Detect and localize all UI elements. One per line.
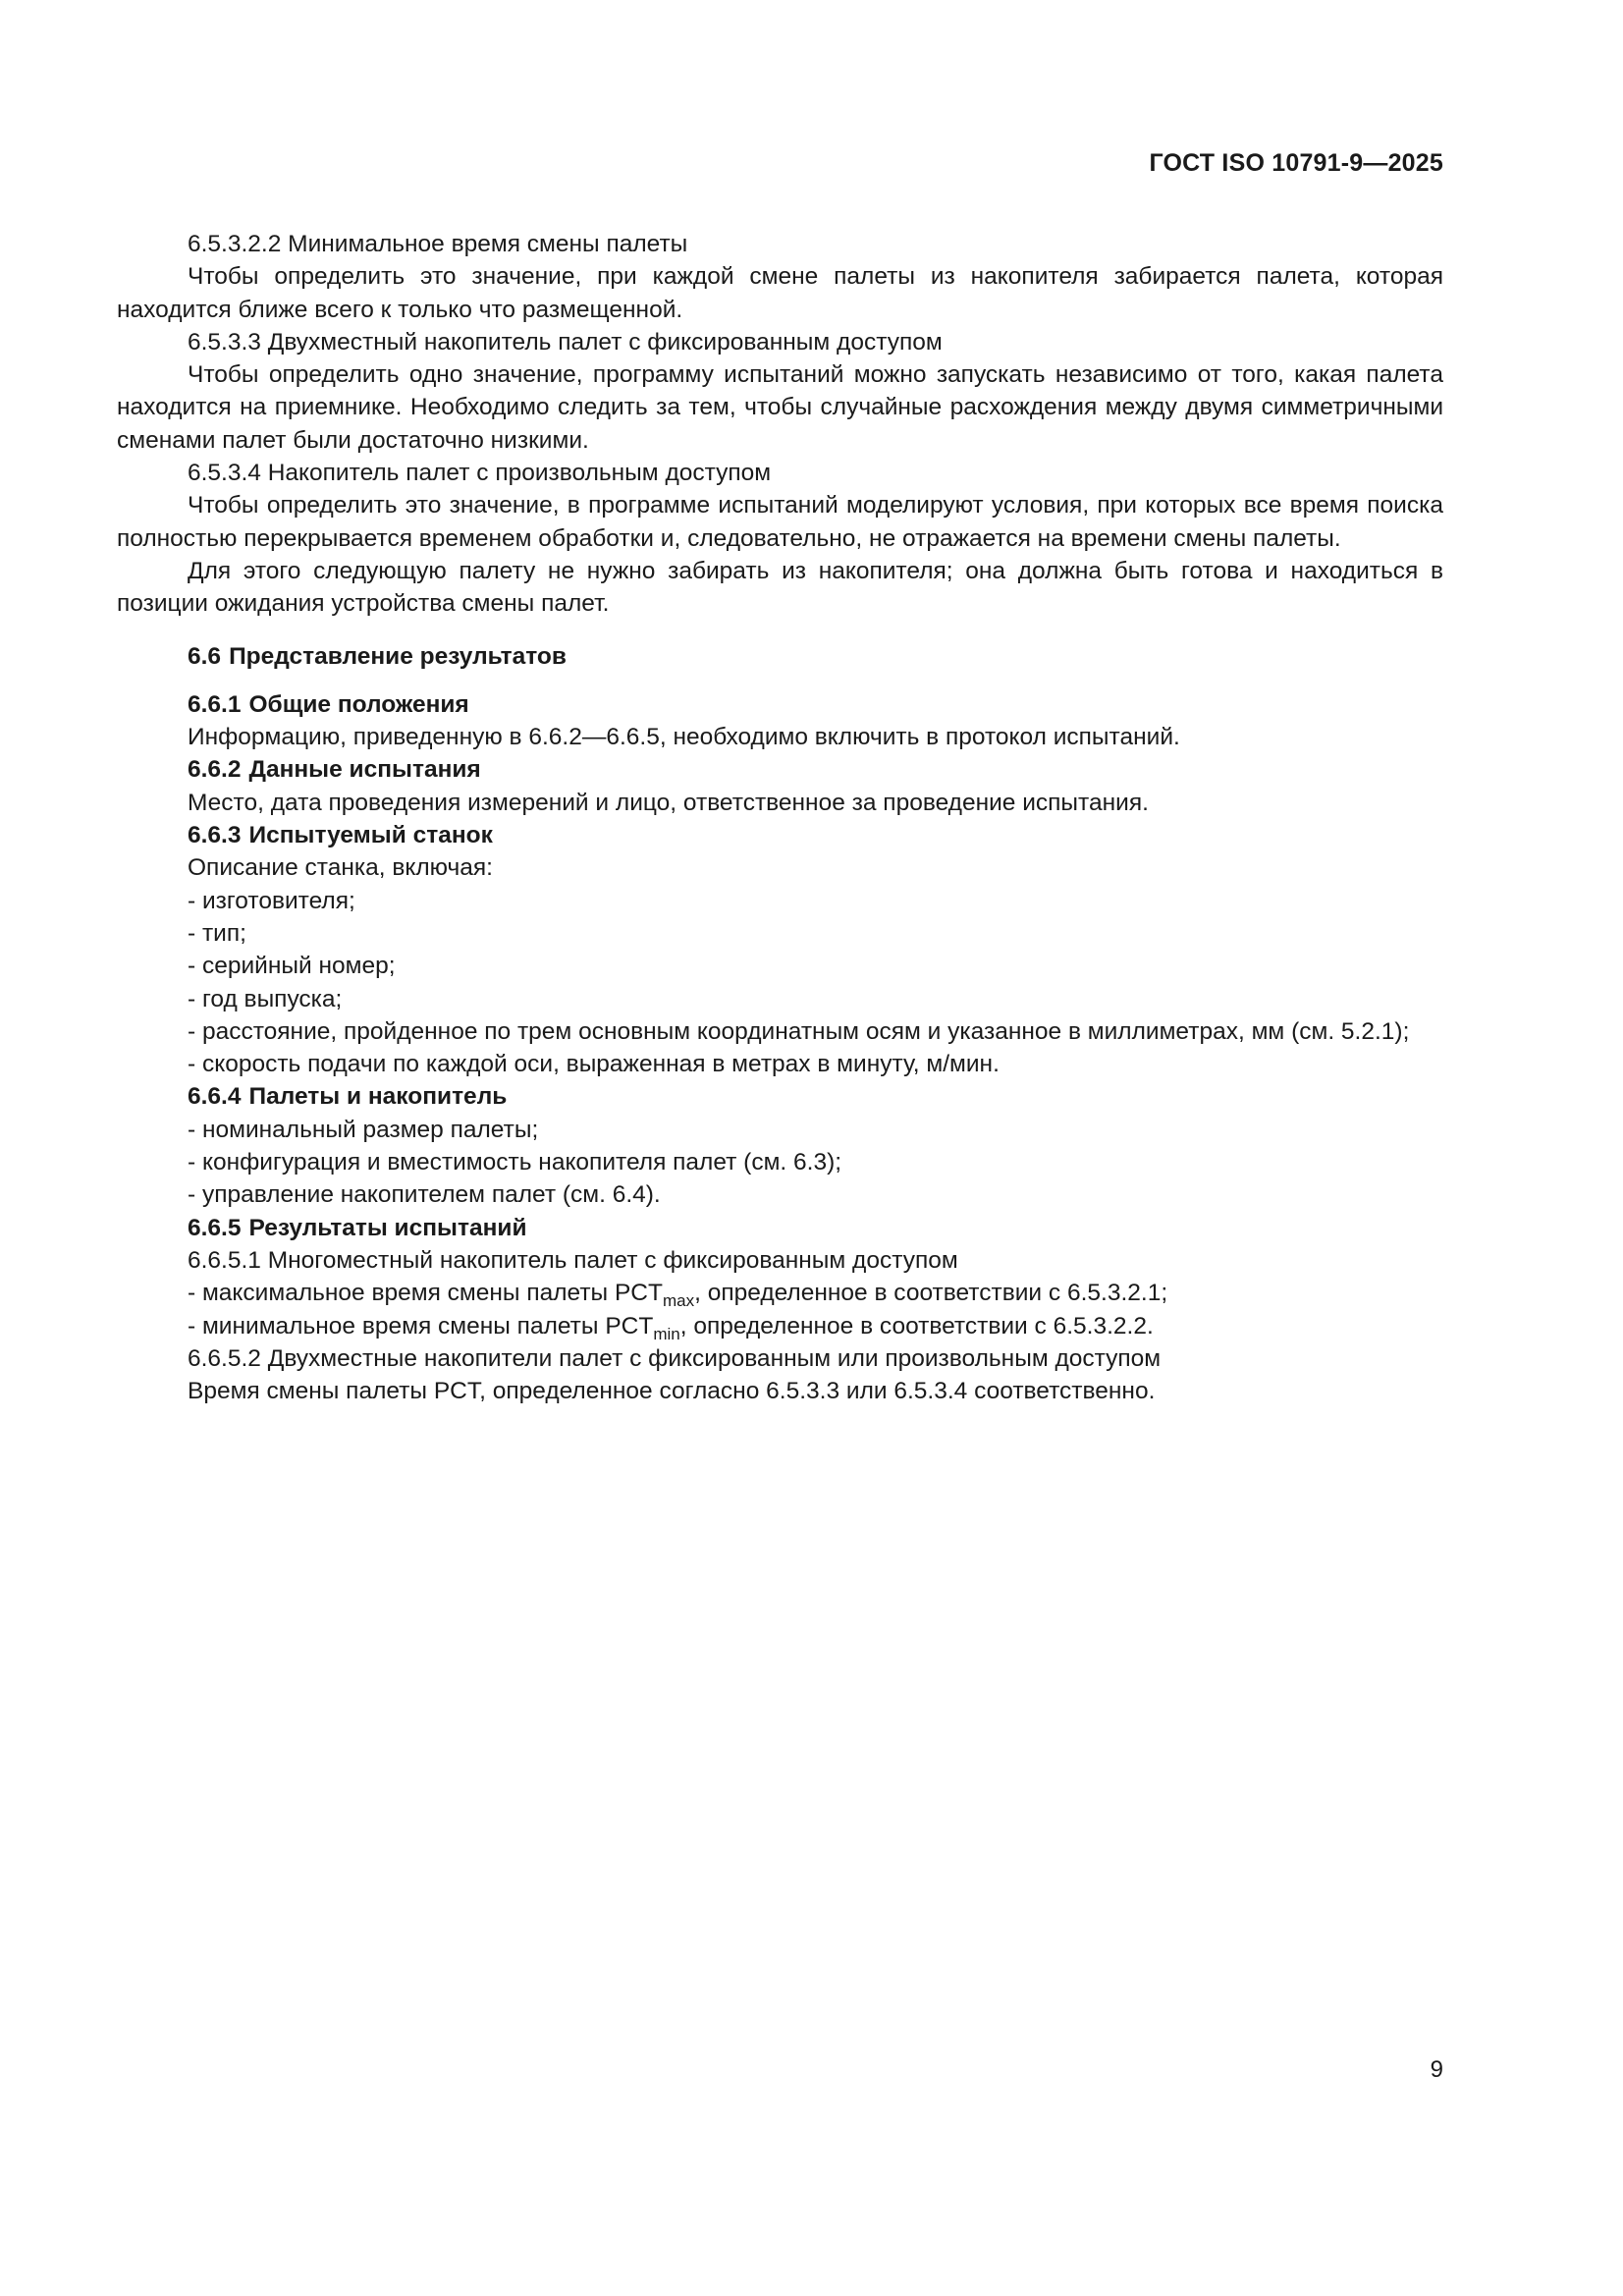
paragraph: Время смены палеты PCT, определенное согласно 6.5.3.3 или 6.5.3.4 соответственно. — [188, 1378, 1156, 1405]
list-item-text: - минимальное время смены палеты PCT — [188, 1312, 654, 1339]
subsection-heading-6-6-5-2: 6.6.5.2 Двухместные накопители палет с фиксированным или произвольным доступом — [188, 1344, 1162, 1372]
list-item: - год выпуска; — [188, 985, 343, 1012]
section-title: Общие положения — [248, 690, 469, 718]
section-title: Данные испытания — [248, 756, 481, 784]
list-item: - управление накопителем палет (см. 6.4). — [188, 1181, 661, 1209]
section-title: Испытуемый станок — [248, 822, 493, 849]
document-header: ГОСТ ISO 10791-9—2025 — [1149, 149, 1443, 177]
section-heading-6-6-4 — [117, 1080, 1443, 1113]
list-item-text: - максимальное время смены палеты PCT — [188, 1280, 663, 1307]
section-number: 6.6.4 — [188, 1083, 242, 1111]
section-number: 6.6.3 — [188, 822, 242, 849]
document-body — [117, 228, 1443, 1407]
list-item: - тип; — [188, 919, 246, 947]
list-item-text: , определенное в соответствии с 6.5.3.2.1; — [694, 1280, 1168, 1307]
section-number: 6.6.5 — [188, 1214, 242, 1241]
section-title: Представление результатов — [229, 642, 567, 670]
subsection-heading-6-6-5-1: 6.6.5.1 Многоместный накопитель палет с фиксированным доступом — [188, 1246, 958, 1274]
paragraph: Информацию, приведенную в 6.6.2—6.6.5, необходимо включить в протокол испытаний. — [188, 724, 1180, 751]
section-heading-6-6-1 — [117, 688, 1443, 721]
list-item: - изготовителя; — [188, 887, 355, 914]
paragraph: Описание станка, включая: — [188, 854, 493, 882]
section-number: 6.6.1 — [188, 690, 242, 718]
section-heading-6-6 — [117, 640, 1443, 673]
paragraph: Чтобы определить это значение, при каждой смене палеты из накопителя забирается палета, которая находится ближе всего к только что размещенной. — [117, 263, 1443, 323]
list-item: - скорость подачи по каждой оси, выраженная в метрах в минуту, м/мин. — [188, 1051, 1000, 1078]
subsection-heading-6-5-3-2-2: 6.5.3.2.2 Минимальное время смены палеты — [188, 231, 688, 257]
subsection-heading-6-5-3-4: 6.5.3.4 Накопитель палет с произвольным доступом — [188, 460, 772, 487]
list-item: - номинальный размер палеты; — [188, 1116, 539, 1143]
paragraph: Для этого следующую палету не нужно забирать из накопителя; она должна быть готова и находиться в позиции ожидания устройства смены палет. — [117, 557, 1443, 618]
subscript: max — [662, 1291, 695, 1311]
paragraph: Чтобы определить одно значение, программу испытаний можно запускать независимо от того, какая палета находится на приемнике. Необходимо следить за тем, чтобы случайные расхождения между двумя симметричными сменами палет были достаточно низкими. — [117, 361, 1443, 454]
section-heading-6-6-5 — [117, 1212, 1443, 1244]
list-item-text: , определенное в соответствии с 6.5.3.2.2. — [679, 1312, 1154, 1339]
subscript: min — [653, 1324, 680, 1343]
list-item: - расстояние, пройденное по трем основным координатным осям и указанное в миллиметрах, мм (см. 5.2.1); — [188, 1017, 1410, 1045]
section-number: 6.6 — [188, 642, 222, 670]
list-item — [117, 1277, 1443, 1309]
section-number: 6.6.2 — [188, 756, 242, 784]
subsection-heading-6-5-3-3: 6.5.3.3 Двухместный накопитель палет с фиксированным доступом — [188, 328, 943, 355]
section-title: Результаты испытаний — [248, 1214, 527, 1241]
section-heading-6-6-2 — [117, 753, 1443, 786]
list-item — [117, 1310, 1443, 1342]
list-item: - конфигурация и вместимость накопителя палет (см. 6.3); — [188, 1149, 842, 1176]
list-item: - серийный номер; — [188, 953, 396, 980]
paragraph: Чтобы определить это значение, в программе испытаний моделируют условия, при которых все время поиска полностью перекрывается временем обработки и, следовательно, не отражается на времени смены палеты. — [117, 492, 1443, 552]
page-number: 9 — [1430, 2056, 1443, 2083]
section-heading-6-6-3 — [117, 819, 1443, 851]
section-title: Палеты и накопитель — [248, 1083, 508, 1111]
paragraph: Место, дата проведения измерений и лицо, ответственное за проведение испытания. — [188, 789, 1149, 816]
